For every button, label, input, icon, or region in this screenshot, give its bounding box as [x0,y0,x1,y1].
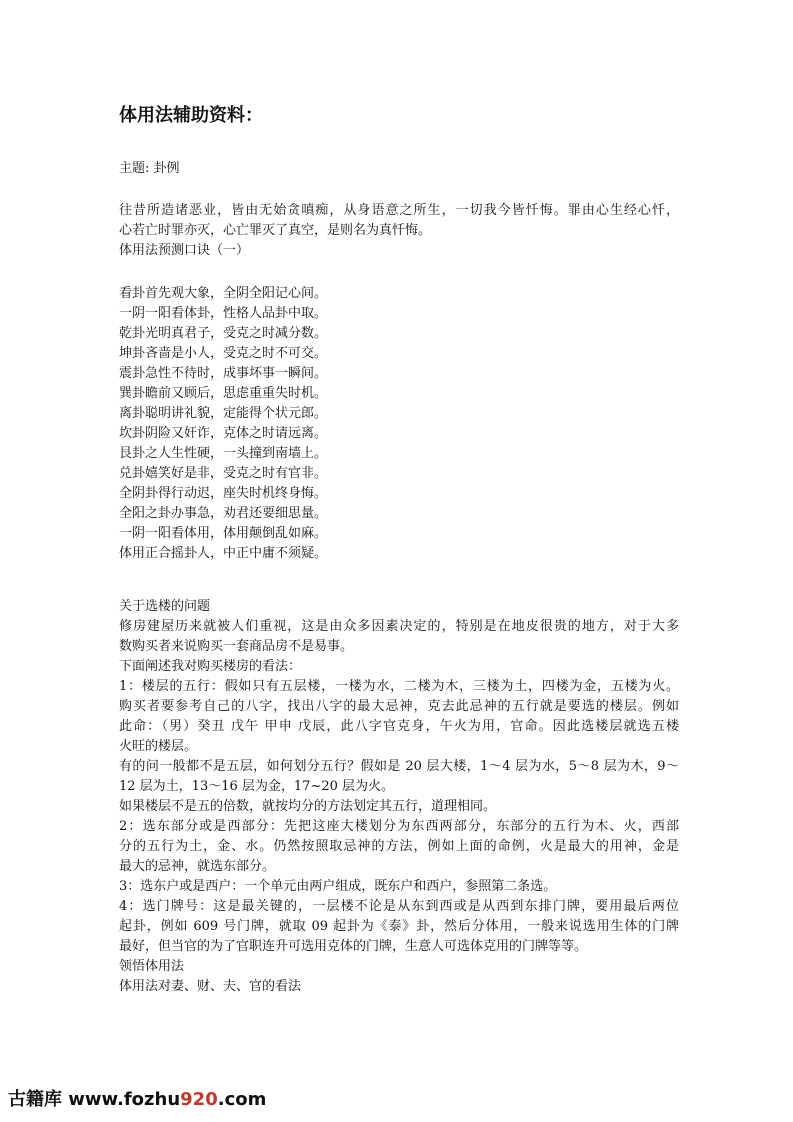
watermark-footer [8,1088,266,1112]
section-line: 有的问一般都不是五层，如何划分五行？假如是 20 层大楼，1～4 层为水，5～8 层为木，9～ [119,759,679,774]
section-line: 4：选门牌号：这是最关键的，一层楼不论是从东到西或是从西到东排门牌，要用最后两位 [119,899,679,914]
section-line: 1：楼层的五行：假如只有五层楼，一楼为水，二楼为木，三楼为土，四楼为金，五楼为火。 [119,679,679,694]
section-line: 此命：（男）癸丑 戊午 甲申 戊辰，此八字官克身，午火为用，官命。因此选楼层就选五楼 [119,719,679,734]
poem-line: 兑卦嬉笑好是非，受克之时有官非。 [119,466,328,481]
poem-line: 乾卦光明真君子，受克之时减分数。 [119,326,328,341]
section-line: 12 层为土，13～16 层为金，17~20 层为火。 [119,779,394,794]
section-line: 体用法对妻、财、夫、官的看法 [119,979,302,994]
poem-block [119,284,679,564]
intro-paragraph [119,201,679,261]
page-title: 体用法辅助资料： [119,105,263,126]
section-line: 起卦，例如 609 号门牌，就取 09 起卦为《泰》卦，然后分体用，一般来说选用生体的门牌 [119,919,679,934]
poem-line: 巽卦瞻前又顾后，思虑重重失时机。 [119,386,328,401]
section-line: 3：选东户或是西户：一个单元由两户组成，既东户和西户，参照第二条选。 [119,879,557,894]
subject-text: 主题: 卦例 [119,161,180,176]
section-line: 最大的忌神，就选东部分。 [119,859,276,874]
poem-line: 看卦首先观大象，全阴全阳记心间。 [119,286,328,301]
watermark-digits: 920 [180,1089,218,1110]
poem-line: 艮卦之人生性硬，一头撞到南墙上。 [119,446,328,461]
subject-line [119,159,679,179]
section-line: 最好，但当官的为了官职连升可选用克体的门牌，生意人可选体克用的门牌等等。 [119,939,588,954]
poem-line: 坎卦阴险又奸诈，克体之时请远离。 [119,426,328,441]
watermark-tld: .com [217,1089,267,1110]
poem-line: 震卦急性不待时，成事坏事一瞬间。 [119,366,328,381]
section-line: 数购买者来说购买一套商品房不是易事。 [119,639,354,654]
section-line: 修房建屋历来就被人们重视，这是由众多因素决定的，特别是在地皮很贵的地方，对于大多 [119,619,679,634]
poem-line: 全阳之卦办事急，劝君还要细思量。 [119,506,328,521]
poem-heading: 体用法预测口诀（一） [119,243,250,258]
poem-line: 一阴一阳看体用，体用颠倒乱如麻。 [119,526,328,541]
poem-line: 离卦聪明讲礼貌，定能得个状元郎。 [119,406,328,421]
building-section [119,597,679,997]
section-heading: 关于选楼的问题 [119,599,211,614]
poem-line: 体用正合摇卦人，中正中庸不须疑。 [119,546,328,561]
intro-line: 心若亡时罪亦灭，心亡罪灭了真空，是则名为真忏悔。 [119,223,432,238]
section-line: 如果楼层不是五的倍数，就按均分的方法划定其五行，道理相同。 [119,799,497,814]
section-line: 分的五行为土，金、水。仍然按照取忌神的方法，例如上面的命例，火是最大的用神，金是 [119,839,679,854]
poem-line: 一阴一阳看体卦，性格人品卦中取。 [119,306,328,321]
section-line: 2：选东部分或是西部分：先把这座大楼划分为东西两部分，东部分的五行为木、火，西部 [119,819,679,834]
intro-line: 往昔所造诸恶业，皆由无始贪嗔痴，从身语意之所生，一切我今皆忏悔。罪由心生经心忏， [119,203,679,218]
poem-line: 坤卦吝啬是小人，受克之时不可交。 [119,346,328,361]
section-line: 火旺的楼层。 [119,739,198,754]
section-line: 购买者要参考自己的八字，找出八字的最大忌神，克去此忌神的五行就是要选的楼层。例如 [119,699,679,714]
poem-line: 全阴卦得行动迟，座失时机终身悔。 [119,486,328,501]
section-heading: 领悟体用法 [119,959,185,974]
section-line: 下面阐述我对购买楼房的看法： [119,659,302,674]
watermark-site: 古籍库 www.fozhu [8,1089,181,1110]
